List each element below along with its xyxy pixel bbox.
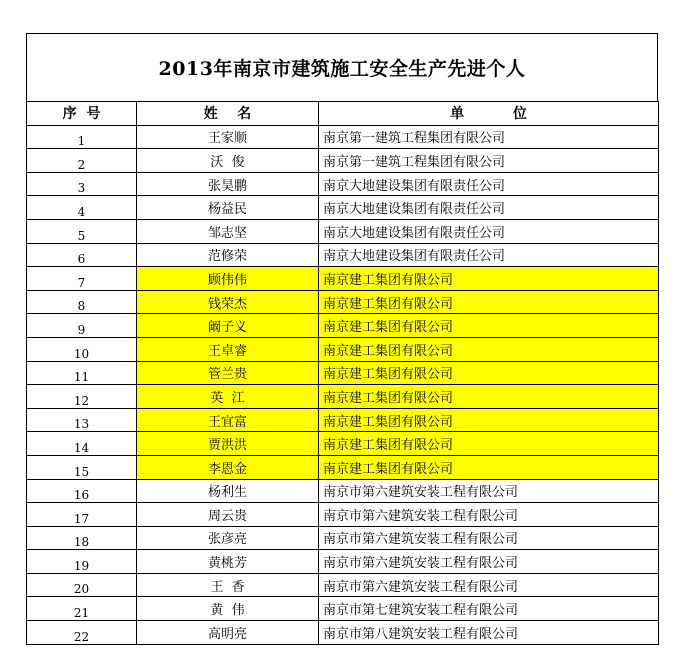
table-row [27, 314, 659, 338]
person-name[interactable]: 范修荣 [137, 243, 319, 267]
table-body [27, 125, 659, 644]
company-name[interactable]: 南京第一建筑工程集团有限公司 [319, 149, 659, 173]
table-row [27, 219, 659, 243]
table-row [27, 432, 659, 456]
company-name[interactable]: 南京建工集团有限公司 [319, 385, 659, 409]
row-number[interactable]: 12 [27, 385, 137, 409]
person-name[interactable]: 王家顺 [137, 125, 319, 149]
row-number[interactable]: 21 [27, 597, 137, 621]
person-name[interactable]: 钱荣杰 [137, 290, 319, 314]
company-name[interactable]: 南京建工集团有限公司 [319, 408, 659, 432]
row-number[interactable]: 20 [27, 573, 137, 597]
person-name[interactable]: 贾洪洪 [137, 432, 319, 456]
row-number[interactable]: 3 [27, 172, 137, 196]
person-name[interactable]: 张昊鹏 [137, 172, 319, 196]
table-row [27, 550, 659, 574]
person-name[interactable]: 杨益民 [137, 196, 319, 220]
row-number[interactable]: 18 [27, 526, 137, 550]
table-row [27, 361, 659, 385]
sheet-title: 2013年南京市建筑施工安全生产先进个人 [26, 33, 658, 101]
table-row [27, 196, 659, 220]
company-name[interactable]: 南京大地建设集团有限责任公司 [319, 172, 659, 196]
table-row [27, 267, 659, 291]
table-row [27, 479, 659, 503]
person-name[interactable]: 英 江 [137, 385, 319, 409]
table-row [27, 455, 659, 479]
spreadsheet [26, 33, 658, 645]
company-name[interactable]: 南京建工集团有限公司 [319, 432, 659, 456]
person-name[interactable]: 黄 伟 [137, 597, 319, 621]
person-name[interactable]: 高明亮 [137, 621, 319, 645]
header-row [27, 102, 659, 126]
company-name[interactable]: 南京第一建筑工程集团有限公司 [319, 125, 659, 149]
table-row [27, 337, 659, 361]
company-name[interactable]: 南京市第六建筑安装工程有限公司 [319, 503, 659, 527]
row-number[interactable]: 7 [27, 267, 137, 291]
person-name[interactable]: 王卓睿 [137, 337, 319, 361]
table-row [27, 573, 659, 597]
company-name[interactable]: 南京建工集团有限公司 [319, 267, 659, 291]
row-number[interactable]: 10 [27, 337, 137, 361]
table-row [27, 408, 659, 432]
company-name[interactable]: 南京大地建设集团有限责任公司 [319, 196, 659, 220]
company-name[interactable]: 南京市第六建筑安装工程有限公司 [319, 550, 659, 574]
table-row [27, 597, 659, 621]
company-name[interactable]: 南京市第六建筑安装工程有限公司 [319, 526, 659, 550]
person-name[interactable]: 王 香 [137, 573, 319, 597]
company-name[interactable]: 南京大地建设集团有限责任公司 [319, 219, 659, 243]
row-number[interactable]: 6 [27, 243, 137, 267]
person-name[interactable]: 管兰贵 [137, 361, 319, 385]
company-name[interactable]: 南京建工集团有限公司 [319, 455, 659, 479]
honor-list-table [26, 101, 659, 645]
row-number[interactable]: 5 [27, 219, 137, 243]
person-name[interactable]: 周云贵 [137, 503, 319, 527]
row-number[interactable]: 2 [27, 149, 137, 173]
header-name: 姓 名 [137, 102, 319, 126]
company-name[interactable]: 南京市第七建筑安装工程有限公司 [319, 597, 659, 621]
table-row [27, 385, 659, 409]
company-name[interactable]: 南京建工集团有限公司 [319, 337, 659, 361]
row-number[interactable]: 13 [27, 408, 137, 432]
table-row [27, 621, 659, 645]
row-number[interactable]: 1 [27, 125, 137, 149]
row-number[interactable]: 8 [27, 290, 137, 314]
company-name[interactable]: 南京建工集团有限公司 [319, 361, 659, 385]
row-number[interactable]: 17 [27, 503, 137, 527]
header-no: 序 号 [27, 102, 137, 126]
company-name[interactable]: 南京建工集团有限公司 [319, 314, 659, 338]
table-row [27, 125, 659, 149]
person-name[interactable]: 阚子义 [137, 314, 319, 338]
table-row [27, 526, 659, 550]
row-number[interactable]: 15 [27, 455, 137, 479]
company-name[interactable]: 南京市第六建筑安装工程有限公司 [319, 573, 659, 597]
row-number[interactable]: 19 [27, 550, 137, 574]
person-name[interactable]: 邹志坚 [137, 219, 319, 243]
row-number[interactable]: 4 [27, 196, 137, 220]
row-number[interactable]: 14 [27, 432, 137, 456]
table-row [27, 503, 659, 527]
company-name[interactable]: 南京建工集团有限公司 [319, 290, 659, 314]
row-number[interactable]: 22 [27, 621, 137, 645]
company-name[interactable]: 南京市第八建筑安装工程有限公司 [319, 621, 659, 645]
row-number[interactable]: 11 [27, 361, 137, 385]
person-name[interactable]: 王宜富 [137, 408, 319, 432]
header-unit: 单 位 [319, 102, 659, 126]
person-name[interactable]: 黄桃芳 [137, 550, 319, 574]
person-name[interactable]: 杨利生 [137, 479, 319, 503]
person-name[interactable]: 李恩金 [137, 455, 319, 479]
person-name[interactable]: 顾伟伟 [137, 267, 319, 291]
table-row [27, 243, 659, 267]
table-row [27, 149, 659, 173]
person-name[interactable]: 沃 俊 [137, 149, 319, 173]
table-row [27, 172, 659, 196]
table-row [27, 290, 659, 314]
row-number[interactable]: 9 [27, 314, 137, 338]
company-name[interactable]: 南京大地建设集团有限责任公司 [319, 243, 659, 267]
person-name[interactable]: 张彦亮 [137, 526, 319, 550]
company-name[interactable]: 南京市第六建筑安装工程有限公司 [319, 479, 659, 503]
row-number[interactable]: 16 [27, 479, 137, 503]
